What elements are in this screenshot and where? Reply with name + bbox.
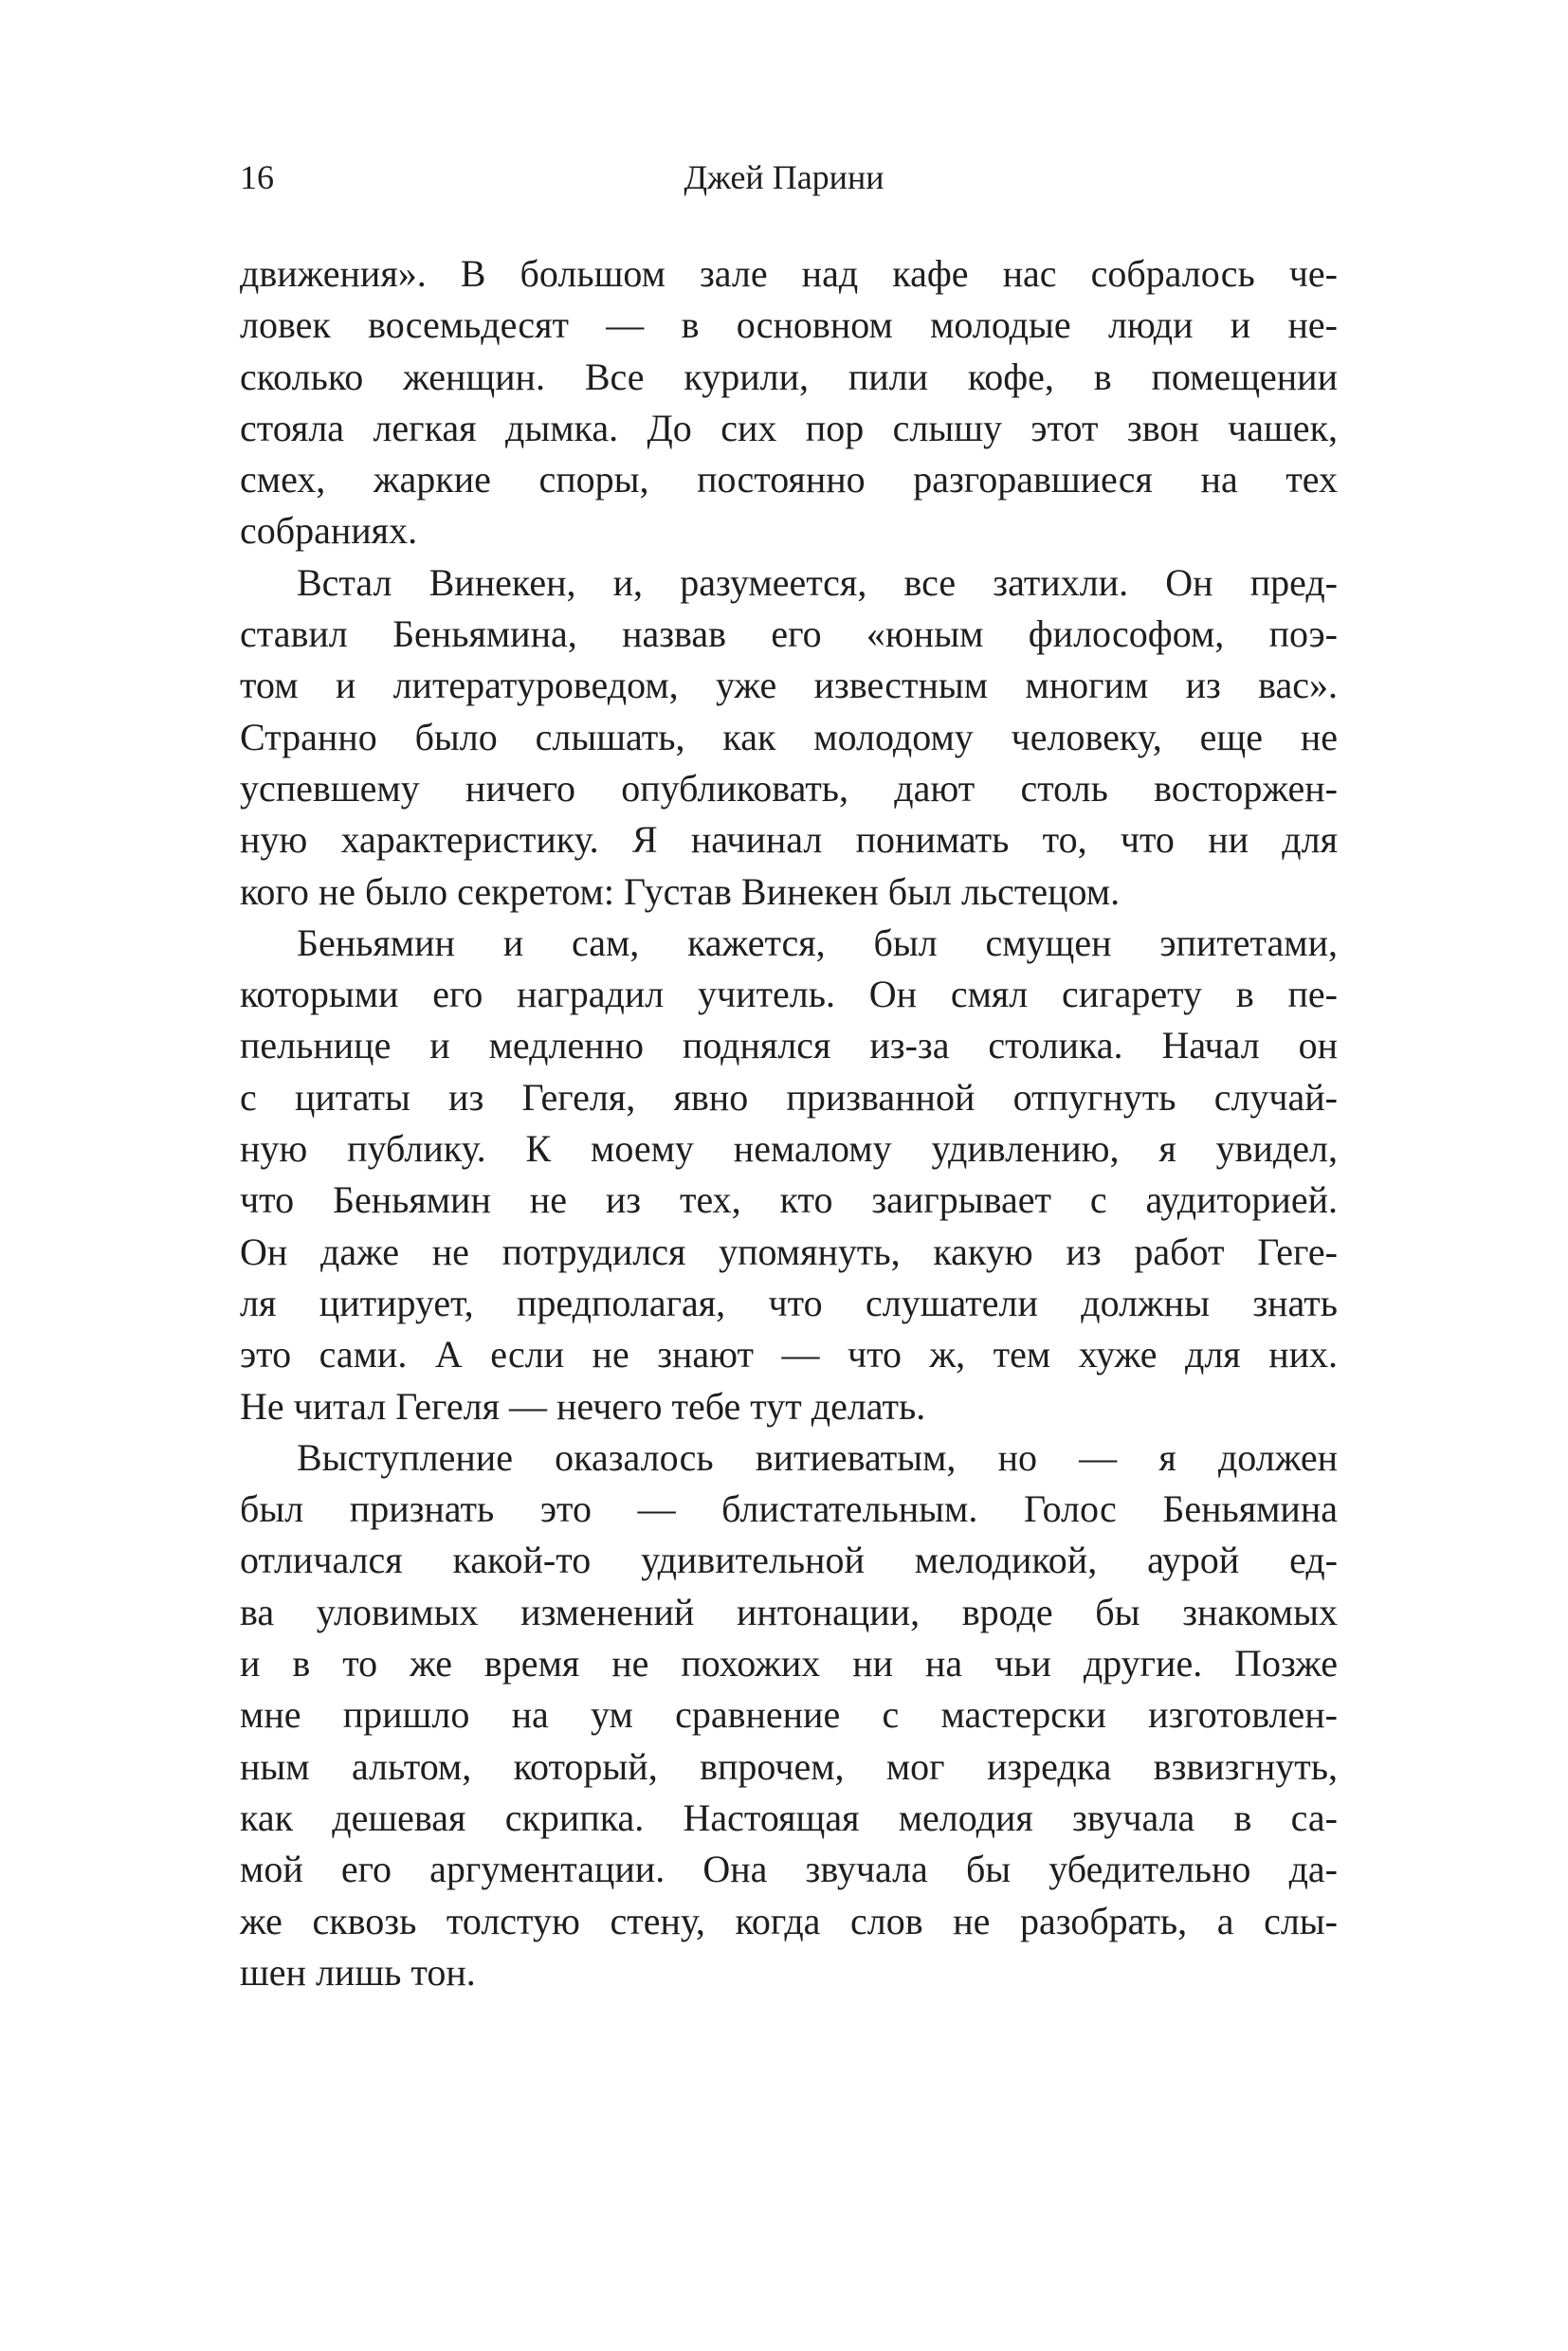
text-line: пельнице и медленно поднялся из-за столика. Начал он xyxy=(240,1024,1338,1067)
text-line: ловек восемьдесят — в основном молодые люди и не- xyxy=(240,303,1338,347)
text-line: был признать это — блистательным. Голос Беньямина xyxy=(240,1487,1338,1531)
text-line: Он даже не потрудился упомянуть, какую из работ Геге- xyxy=(240,1230,1338,1273)
text-line: собраниях. xyxy=(240,509,418,553)
text-line: ным альтом, который, впрочем, мог изредка взвизгнуть, xyxy=(240,1744,1338,1788)
text-line: Выступление оказалось витиеватым, но — я должен xyxy=(297,1435,1338,1479)
text-line: же сквозь толстую стену, когда слов не разобрать, а слы- xyxy=(240,1899,1338,1942)
text-line: ную характеристику. Я начинал понимать то, что ни для xyxy=(240,818,1338,862)
text-line: которыми его наградил учитель. Он смял сигарету в пе- xyxy=(240,973,1338,1016)
text-line: Не читал Гегеля — нечего тебе тут делать. xyxy=(240,1384,926,1428)
running-head: Джей Парини xyxy=(684,158,884,196)
text-line: ля цитирует, предполагая, что слушатели должны знать xyxy=(240,1281,1338,1324)
text-line: сколько женщин. Все курили, пили кофе, в помещении xyxy=(240,355,1338,398)
paragraph xyxy=(240,1432,1338,1998)
paragraph xyxy=(240,248,1338,557)
text-line: кого не было секретом: Густав Винекен был льстецом. xyxy=(240,869,1121,913)
text-line: успевшему ничего опубликовать, дают столь восторжен- xyxy=(240,766,1338,810)
paragraph xyxy=(240,918,1338,1432)
text-line: том и литературоведом, уже известным многим из вас». xyxy=(240,664,1338,707)
text-line: Встал Винекен, и, разумеется, все затихли. Он пред- xyxy=(297,560,1338,604)
text-line: отличался какой-то удивительной мелодикой, аурой ед- xyxy=(240,1539,1338,1582)
text-line: мой его аргументации. Она звучала бы убедительно да- xyxy=(240,1848,1338,1891)
text-line: ную публику. К моему немалому удивлению, я увидел, xyxy=(240,1127,1338,1171)
text-line: что Беньямин не из тех, кто заигрывает с аудиторией. xyxy=(240,1178,1338,1222)
page-number: 16 xyxy=(240,158,274,196)
text-line: смех, жаркие споры, постоянно разгоравшиеся на тех xyxy=(240,458,1338,501)
text-line: и в то же время не похожих ни на чьи другие. Позже xyxy=(240,1642,1338,1686)
text-line: шен лишь тон. xyxy=(240,1950,476,1994)
text-line: Странно было слышать, как молодому человеку, еще не xyxy=(240,715,1338,758)
text-line: это сами. А если не знают — что ж, тем хуже для них. xyxy=(240,1333,1338,1376)
text-line: ва уловимых изменений интонации, вроде бы знакомых xyxy=(240,1590,1338,1633)
paragraph xyxy=(240,557,1338,918)
text-line: Беньямин и сам, кажется, был смущен эпитетами, xyxy=(297,920,1338,964)
text-line: с цитаты из Гегеля, явно призванной отпугнуть случай- xyxy=(240,1075,1338,1119)
text-line: стояла легкая дымка. До сих пор слышу этот звон чашек, xyxy=(240,406,1338,449)
body-text xyxy=(240,248,1338,1998)
text-line: мне пришло на ум сравнение с мастерски изготовлен- xyxy=(240,1693,1338,1737)
text-line: как дешевая скрипка. Настоящая мелодия звучала в са- xyxy=(240,1795,1338,1839)
text-line: ставил Беньямина, назвав его «юным философом, поэ- xyxy=(240,612,1338,656)
text-line: движения». В большом зале над кафе нас собралось че- xyxy=(240,252,1338,295)
